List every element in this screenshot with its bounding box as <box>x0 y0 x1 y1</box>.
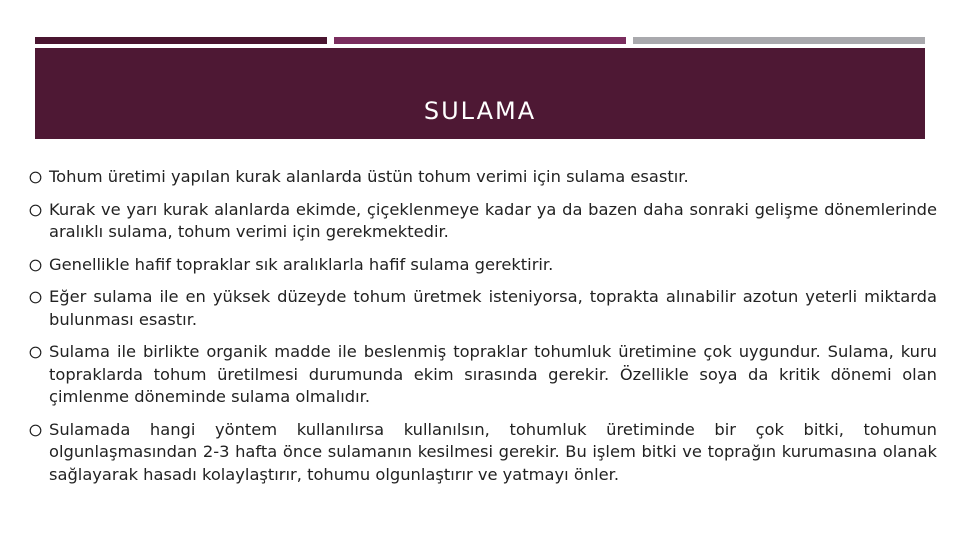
bullet-text: Kurak ve yarı kurak alanlarda ekimde, çiçeklenmeye kadar ya da bazen daha sonraki gelişme dönemlerinde aralıklı sulama, tohum verimi için gerekmektedir. <box>49 199 937 241</box>
circle-bullet-icon <box>29 424 42 437</box>
bullet-item <box>29 199 937 244</box>
bullet-text: Sulamada hangi yöntem kullanılırsa kullanılsın, tohumluk üretiminde bir çok bitki, tohumun olgunlaşmasından 2-3 hafta önce sulamanın kesilmesi gerekir. Bu işlem bitki ve toprağın kurumasına olanak sağlayarak hasadı kolaylaştırır, tohumu olgunlaştırır ve yatmayı önler. <box>49 419 937 484</box>
accent-bar-gray <box>633 37 925 44</box>
bullet-item <box>29 254 937 277</box>
circle-bullet-icon <box>29 204 42 217</box>
title-band <box>35 48 925 139</box>
bullet-text: Tohum üretimi yapılan kurak alanlarda üstün tohum verimi için sulama esastır. <box>49 167 689 186</box>
circle-bullet-icon <box>29 171 42 184</box>
bullet-item <box>29 286 937 331</box>
circle-bullet-icon <box>29 346 42 359</box>
bullet-item <box>29 419 937 487</box>
bullet-list <box>29 166 937 496</box>
circle-bullet-icon <box>29 291 42 304</box>
bullet-item <box>29 166 937 189</box>
page-title: SULAMA <box>423 96 537 125</box>
bullet-text: Eğer sulama ile en yüksek düzeyde tohum üretmek isteniyorsa, toprakta alınabilir azotun yeterli miktarda bulunması esastır. <box>49 287 937 329</box>
accent-bar-plum <box>334 37 626 44</box>
circle-bullet-icon <box>29 259 42 272</box>
bullet-item <box>29 341 937 409</box>
accent-bar-dark <box>35 37 327 44</box>
bullet-text: Sulama ile birlikte organik madde ile beslenmiş topraklar tohumluk üretimine çok uygundur. Sulama, kuru topraklarda tohum üretilmesi durumunda ekim sırasında gerekir. Özellikle soya da kritik dönemi olan çimlenme döneminde sulama olmalıdır. <box>49 342 937 406</box>
bullet-text: Genellikle hafif topraklar sık aralıklarla hafif sulama gerektirir. <box>49 254 554 274</box>
